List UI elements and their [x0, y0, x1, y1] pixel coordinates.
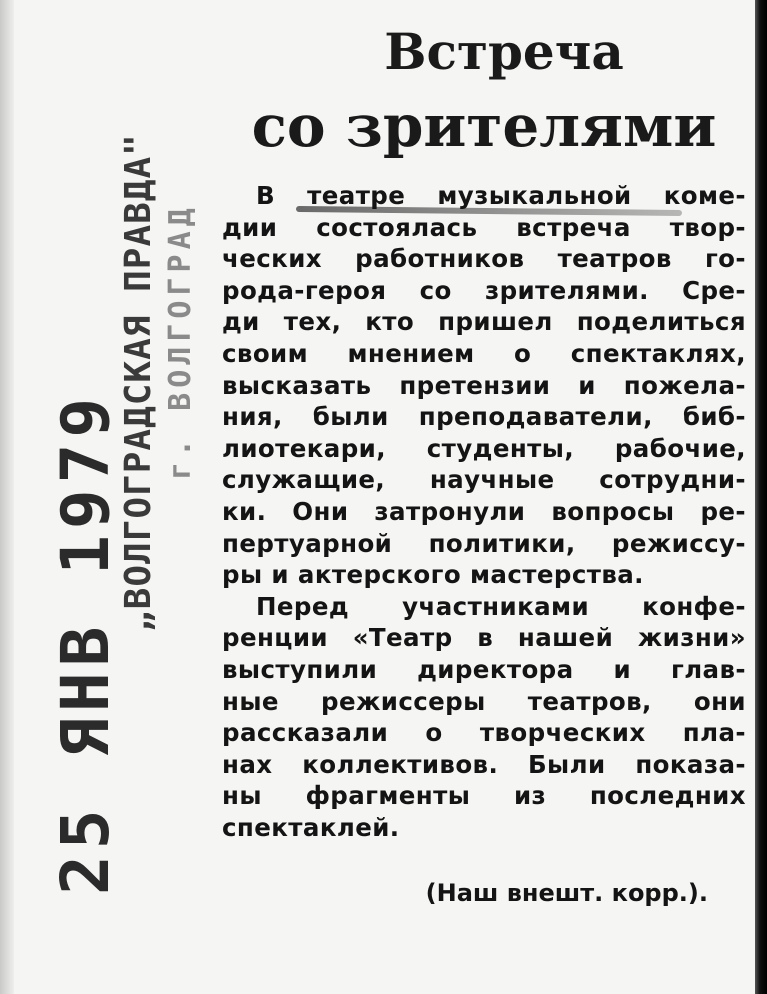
text-line — [222, 780, 746, 812]
word: нашей — [517, 623, 614, 653]
word: Перед — [256, 591, 350, 621]
stamp-newspaper: „ВОЛГОГРАДСКАЯ ПРАВДА" — [118, 133, 159, 632]
word: были — [312, 402, 389, 432]
word: рассказали — [222, 718, 389, 748]
stamp-date: 25 ЯНВ 1979 — [47, 391, 124, 895]
word: ди — [222, 307, 260, 337]
word: пришел — [438, 307, 553, 337]
text-line — [222, 464, 746, 496]
text-line — [222, 180, 746, 212]
text-line — [222, 401, 746, 433]
word: затронули — [374, 496, 526, 526]
word: вопросы — [551, 496, 675, 526]
stamp-city: г. ВОЛГОГРАД — [163, 203, 198, 480]
text-line — [222, 622, 746, 654]
word: «Театр — [352, 623, 453, 653]
word: В — [256, 181, 276, 210]
word: о — [514, 338, 532, 368]
word: театров — [557, 244, 672, 274]
text-line: ры и актерского мастерства. — [222, 560, 644, 590]
word: лиотекари, — [222, 433, 386, 463]
word: тех, — [283, 307, 342, 337]
word: ре- — [700, 496, 746, 526]
word: из — [513, 781, 547, 811]
text-line — [222, 243, 746, 275]
headline-line-1: Встреча — [384, 22, 624, 81]
author-signature: (Наш внешт. корр.). — [425, 879, 708, 908]
word: коме- — [663, 181, 746, 210]
text-line — [222, 275, 746, 307]
text-line: спектаклей. — [222, 812, 400, 842]
word: ческих — [222, 244, 322, 274]
word: Сре- — [682, 275, 746, 305]
word: рода-героя — [222, 275, 387, 305]
text-line — [222, 306, 746, 338]
article — [222, 22, 746, 907]
clipping-right-edge — [755, 0, 767, 994]
word: встреча — [516, 212, 631, 242]
word: и — [613, 654, 632, 684]
text-line — [222, 370, 746, 402]
word: директора — [417, 654, 574, 684]
word: преподаватели, — [418, 402, 653, 432]
word: нах — [222, 749, 273, 779]
text-line — [222, 433, 746, 465]
word: кто — [365, 307, 415, 337]
headline-line-2: со зрителями — [251, 92, 717, 160]
word: фрагменты — [305, 781, 471, 811]
word: ния, — [222, 402, 283, 432]
word: со — [419, 275, 452, 305]
clipping-left-edge — [0, 0, 14, 994]
word: поделиться — [576, 307, 746, 337]
word: высказать — [222, 370, 372, 400]
word: научные — [429, 465, 555, 495]
word: коллективов. — [302, 749, 499, 779]
word: театре — [307, 181, 406, 210]
word: го- — [704, 244, 746, 274]
word: глав- — [671, 654, 746, 684]
word: мнением — [347, 338, 475, 368]
word: ны — [222, 781, 262, 811]
text-line — [222, 528, 746, 560]
word: творческих — [479, 718, 646, 748]
word: Были — [527, 749, 606, 779]
word: политики, — [428, 528, 576, 558]
word: биб- — [682, 402, 746, 432]
word: ки. — [222, 496, 267, 526]
word: сотрудни- — [599, 465, 746, 495]
text-line — [222, 496, 746, 528]
text-line — [222, 749, 746, 781]
text-line — [222, 717, 746, 749]
text-line — [222, 686, 746, 718]
word: музыкальной — [437, 181, 632, 210]
text-line — [222, 338, 746, 370]
word: показа- — [635, 749, 746, 779]
word: режиссу- — [611, 528, 746, 558]
word: режиссеры — [321, 686, 486, 716]
word: состоялась — [316, 212, 478, 242]
word: служащие, — [222, 465, 386, 495]
word: театров, — [527, 686, 652, 716]
word: в — [477, 623, 494, 653]
word: и — [578, 370, 596, 400]
word: спектаклях, — [570, 338, 746, 368]
word: претензии — [399, 370, 551, 400]
word: участниками — [402, 591, 590, 621]
word: студенты, — [426, 433, 575, 463]
word: последних — [589, 781, 746, 811]
word: конфе- — [642, 591, 746, 621]
word: пертуарной — [222, 528, 393, 558]
word: о — [425, 718, 443, 748]
word: выступили — [222, 654, 378, 684]
word: твор- — [669, 212, 746, 242]
word: ренции — [222, 623, 328, 653]
text-line — [222, 212, 746, 244]
word: они — [693, 686, 746, 716]
word: пла- — [682, 718, 746, 748]
word: рабочие, — [614, 433, 746, 463]
word: дии — [222, 212, 278, 242]
text-line — [222, 654, 746, 686]
word: зрителями. — [484, 275, 649, 305]
word: жизни» — [637, 623, 746, 653]
word: своим — [222, 338, 309, 368]
text-line — [222, 591, 746, 623]
word: пожела- — [623, 370, 746, 400]
word: ные — [222, 686, 279, 716]
word: работников — [355, 244, 525, 274]
word: Они — [292, 496, 349, 526]
article-body — [222, 180, 746, 843]
